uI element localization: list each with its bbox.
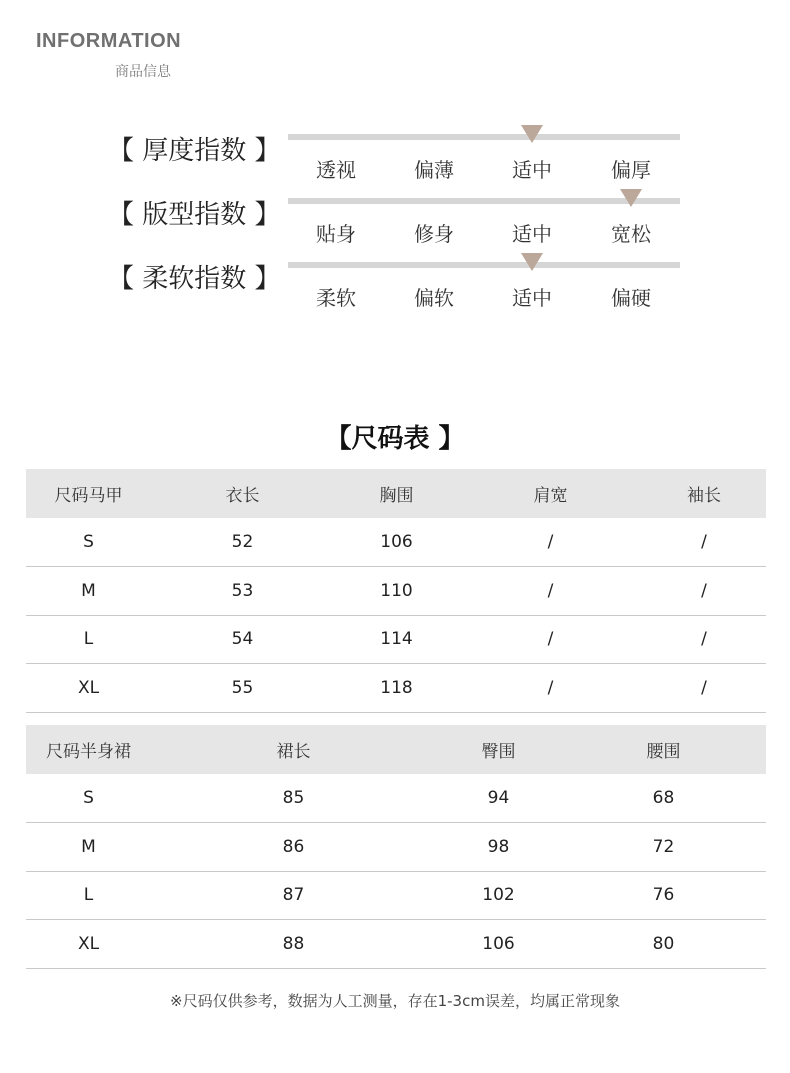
index-option: 适中 (512, 158, 552, 182)
header-cell: 袖长 (642, 469, 766, 518)
table-cell: / (642, 567, 766, 616)
table-cell: L (26, 615, 151, 664)
index-label: 【 版型指数 】 (108, 200, 281, 230)
index-option: 修身 (414, 222, 454, 246)
table-row (26, 615, 766, 664)
header-cell: 尺码半身裙 (26, 725, 151, 774)
table-cell: / (642, 518, 766, 567)
table-cell: / (459, 664, 642, 713)
index-option: 适中 (512, 222, 552, 246)
table-row (26, 518, 766, 567)
table-row (26, 920, 766, 969)
vest-size-table (26, 469, 766, 713)
table-cell: S (26, 518, 151, 567)
index-marker (521, 125, 543, 143)
table-cell: 94 (436, 774, 561, 823)
table-cell: 72 (561, 823, 766, 872)
table-cell: 80 (561, 920, 766, 969)
table-header-row (26, 725, 766, 774)
table-cell: 98 (436, 823, 561, 872)
index-option: 偏厚 (611, 158, 651, 182)
table-row (26, 774, 766, 823)
size-disclaimer-note: ※尺码仅供参考，数据为人工测量，存在1-3cm误差，均属正常现象 (170, 992, 620, 1010)
table-cell: / (642, 615, 766, 664)
table-cell: M (26, 823, 151, 872)
index-label: 【 柔软指数 】 (108, 264, 281, 294)
table-cell: M (26, 567, 151, 616)
table-cell: 102 (436, 871, 561, 920)
table-cell: 114 (334, 615, 459, 664)
index-option: 贴身 (316, 222, 356, 246)
table-cell: 88 (151, 920, 436, 969)
header-cell: 裙长 (151, 725, 436, 774)
table-cell: / (459, 518, 642, 567)
table-cell: / (459, 615, 642, 664)
table-cell: S (26, 774, 151, 823)
table-header-row (26, 469, 766, 518)
table-cell: 118 (334, 664, 459, 713)
index-option: 透视 (316, 158, 356, 182)
header-cell: 尺码马甲 (26, 469, 151, 518)
header-cell: 腰围 (561, 725, 766, 774)
table-cell: 85 (151, 774, 436, 823)
index-bar (288, 134, 680, 140)
table-cell: 106 (334, 518, 459, 567)
index-marker (521, 253, 543, 271)
index-label: 【 厚度指数 】 (108, 136, 281, 166)
table-cell: 53 (151, 567, 334, 616)
table-row (26, 664, 766, 713)
table-cell: XL (26, 920, 151, 969)
index-option: 宽松 (611, 222, 651, 246)
table-cell: / (459, 567, 642, 616)
table-row (26, 567, 766, 616)
table-cell: 86 (151, 823, 436, 872)
index-bar (288, 262, 680, 268)
table-cell: 87 (151, 871, 436, 920)
information-title: INFORMATION (36, 30, 182, 52)
index-option: 偏薄 (414, 158, 454, 182)
skirt-size-table (26, 725, 766, 969)
table-row (26, 823, 766, 872)
header-cell: 臀围 (436, 725, 561, 774)
table-cell: 68 (561, 774, 766, 823)
table-cell: XL (26, 664, 151, 713)
index-option: 适中 (512, 286, 552, 310)
header-cell: 衣长 (151, 469, 334, 518)
information-subtitle: 商品信息 (115, 64, 171, 80)
table-cell: 110 (334, 567, 459, 616)
index-option: 柔软 (316, 286, 356, 310)
index-option: 偏软 (414, 286, 454, 310)
table-cell: 76 (561, 871, 766, 920)
header-cell: 肩宽 (459, 469, 642, 518)
header-cell: 胸围 (334, 469, 459, 518)
index-marker (620, 189, 642, 207)
thickness-index (0, 130, 790, 190)
table-cell: 54 (151, 615, 334, 664)
table-cell: / (642, 664, 766, 713)
table-row (26, 871, 766, 920)
table-cell: 55 (151, 664, 334, 713)
fit-index (0, 194, 790, 254)
index-option: 偏硬 (611, 286, 651, 310)
table-cell: 106 (436, 920, 561, 969)
table-cell: 52 (151, 518, 334, 567)
softness-index (0, 258, 790, 318)
size-chart-title: 【尺码表 】 (325, 424, 465, 454)
table-cell: L (26, 871, 151, 920)
